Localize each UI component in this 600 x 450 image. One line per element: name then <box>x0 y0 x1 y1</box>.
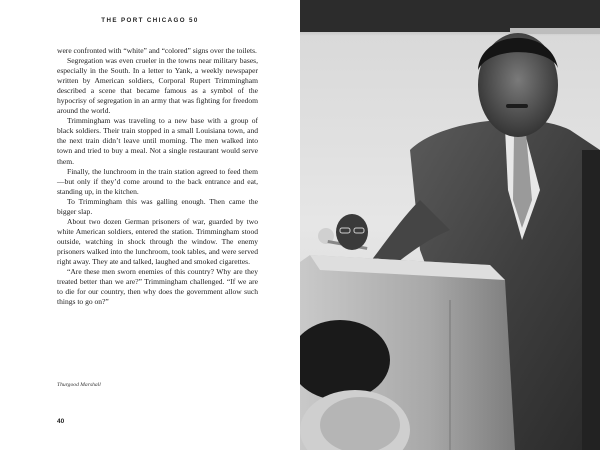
right-page-photo <box>300 0 600 450</box>
paragraph: Finally, the lunchroom in the train station agreed to feed them—but only if they’d come around to the back entrance and eat, standing up, in the kitchen. <box>57 166 258 196</box>
body-text <box>57 46 258 307</box>
photo-caption: Thurgood Marshall <box>57 382 101 388</box>
photograph <box>300 0 600 450</box>
right-shadow <box>582 150 600 450</box>
paragraph: To Trimmingham this was galling enough. Then came the bigger slap. <box>57 196 258 216</box>
paragraph: Trimmingham was traveling to a new base with a group of black soldiers. Their train stopped in a small Louisiana town, and the next train didn’t leave until morning. The men walked into town and tried to buy a meal. Not a single restaurant would serve them. <box>57 116 258 166</box>
ceiling-strip <box>510 28 600 34</box>
page-number: 40 <box>57 418 65 425</box>
paragraph: Segregation was even crueler in the towns near military bases, especially in the South. In a letter to Yank, a weekly newspaper written by American soldiers, Corporal Rupert Trimmingham described a scene that became famous as a symbol of the hypocrisy of segregation in an army that was fighting for freedom around the world. <box>57 56 258 116</box>
paragraph: “Are these men sworn enemies of this country? Why are they treated better than we are?” Trimmingham challenged. “If we are to die for our country, then why does the government allow such things to go on?” <box>57 267 258 307</box>
background-person <box>336 214 368 250</box>
paragraph: About two dozen German prisoners of war, guarded by two white American soldiers, entered the station. Trimmingham stood outside, watching in shock through the window. The enemy prisoners walked into the lunchroom, took tables, and were served right away. They ate and talked, laughed and smoked cigarettes. <box>57 216 258 266</box>
paragraph: were confronted with “white” and “colored” signs over the toilets. <box>57 46 257 55</box>
top-shadow <box>300 0 600 32</box>
running-head: THE PORT CHICAGO 50 <box>101 17 199 24</box>
mustache <box>506 104 528 108</box>
